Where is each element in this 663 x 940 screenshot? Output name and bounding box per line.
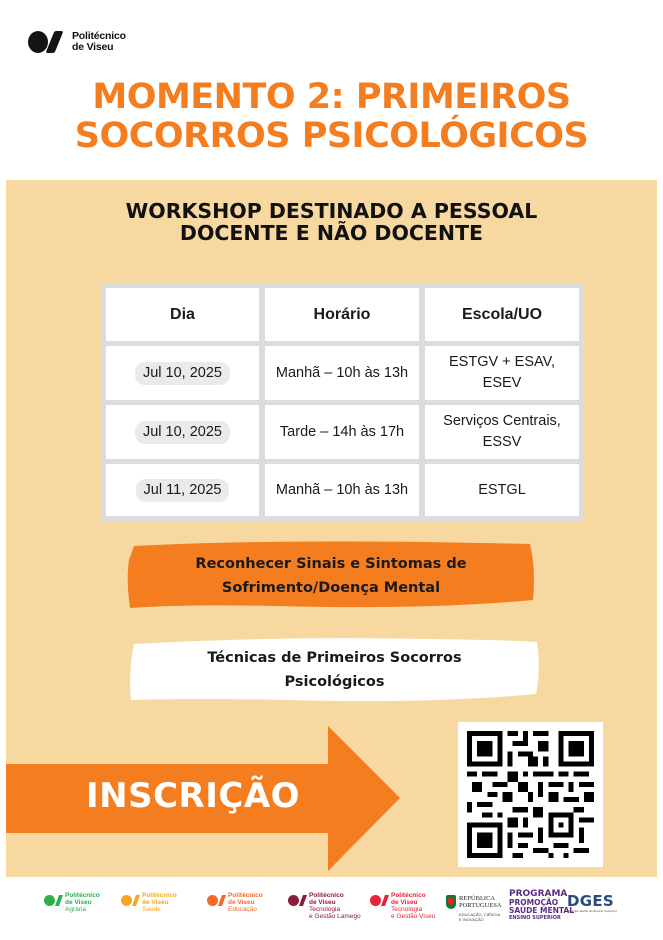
subtitle-line1: WORKSHOP DESTINADO A PESSOAL bbox=[125, 199, 538, 223]
logo-dot-icon bbox=[44, 895, 55, 906]
dges-logo bbox=[567, 893, 617, 913]
logo-tecnologia-lamego bbox=[288, 892, 361, 920]
flogo-sub: Agrária bbox=[65, 906, 86, 913]
topic-banner-white bbox=[128, 636, 541, 704]
table-row-3-time: Manhã – 10h às 13h bbox=[265, 464, 419, 516]
dges-title: DGES bbox=[567, 892, 615, 910]
logo-dot-icon bbox=[121, 895, 132, 906]
page-title bbox=[0, 78, 663, 156]
logo-line2: de Viseu bbox=[72, 41, 114, 53]
header-horario: Horário bbox=[265, 288, 419, 341]
logo-line1: Politécnico bbox=[72, 30, 126, 42]
topic-banner-orange bbox=[126, 540, 536, 611]
logo-saude bbox=[121, 892, 177, 913]
table-row-2-time: Tarde – 14h às 17h bbox=[265, 405, 419, 459]
flogo-line1: Politécnico bbox=[391, 892, 426, 899]
logo-dot-icon bbox=[370, 895, 381, 906]
table-row-3-day bbox=[106, 464, 259, 516]
school-line2: ESSV bbox=[482, 434, 522, 450]
logo-slash-icon bbox=[299, 895, 307, 906]
programa-line1: PROGRAMA bbox=[509, 889, 568, 899]
republica-line1: REPÚBLICA bbox=[459, 895, 496, 902]
programa-line4: ENSINO SUPERIOR bbox=[509, 915, 561, 921]
school-line1: ESTGV + ESAV, bbox=[449, 354, 555, 370]
table-row-2-school bbox=[425, 405, 579, 459]
table-row-1-day bbox=[106, 346, 259, 400]
school-line2: ESEV bbox=[482, 375, 522, 391]
white-banner-line2: Psicológicos bbox=[284, 674, 385, 690]
header-dia: Dia bbox=[106, 288, 259, 341]
flogo-line2: de Viseu bbox=[391, 899, 418, 906]
logo-slash-icon bbox=[55, 895, 63, 906]
flogo-sub2: e Gestão Lamego bbox=[309, 913, 361, 920]
flogo-line2: de Viseu bbox=[228, 899, 255, 906]
qr-code-icon[interactable] bbox=[467, 731, 594, 858]
flogo-sub: Tecnologia bbox=[309, 906, 341, 913]
date-chip: Jul 10, 2025 bbox=[135, 421, 230, 444]
logo-slash-icon bbox=[132, 895, 140, 906]
orange-banner-line2: Sofrimento/Doença Mental bbox=[221, 579, 441, 596]
logo-dot-icon bbox=[207, 895, 218, 906]
table-row-1-school bbox=[425, 346, 579, 400]
flogo-line1: Politécnico bbox=[65, 892, 100, 899]
logo-text bbox=[72, 31, 126, 53]
date-chip: Jul 10, 2025 bbox=[135, 362, 230, 385]
subtitle-line2: DOCENTE E NÃO DOCENTE bbox=[179, 221, 484, 245]
flogo-line2: de Viseu bbox=[142, 899, 169, 906]
flogo-sub2: e Gestão Viseu bbox=[391, 913, 436, 920]
politecnico-logo-icon bbox=[28, 30, 66, 54]
logo-slash-icon bbox=[381, 895, 389, 906]
flogo-line1: Politécnico bbox=[142, 892, 177, 899]
flogo-sub: Saúde bbox=[142, 906, 161, 913]
header-escola: Escola/UO bbox=[425, 288, 579, 341]
registration-label[interactable]: INSCRIÇÃO bbox=[86, 776, 301, 816]
logo-slash-icon bbox=[218, 895, 226, 906]
school-line1: Serviços Centrais, bbox=[443, 413, 561, 429]
flogo-sub: Educação bbox=[228, 906, 257, 913]
flogo-line1: Politécnico bbox=[228, 892, 263, 899]
republica-portuguesa-logo bbox=[446, 895, 502, 922]
workshop-subtitle bbox=[0, 200, 663, 244]
white-banner-line1: Técnicas de Primeiros Socorros bbox=[207, 650, 462, 666]
flogo-sub: Tecnologia bbox=[391, 906, 423, 913]
title-line1: MOMENTO 2: PRIMEIROS bbox=[92, 77, 571, 117]
dges-subtitle: Direção-Geral do Ensino Superior bbox=[567, 909, 618, 913]
logo-dot-icon bbox=[288, 895, 299, 906]
flogo-line1: Politécnico bbox=[309, 892, 344, 899]
logo-tecnologia-viseu bbox=[370, 892, 435, 920]
schedule-table bbox=[101, 283, 584, 521]
republica-line2: PORTUGUESA bbox=[459, 902, 502, 909]
qr-code-box[interactable] bbox=[458, 722, 603, 867]
date-chip: Jul 11, 2025 bbox=[136, 479, 230, 502]
table-row-3-school: ESTGL bbox=[425, 464, 579, 516]
programa-line3: SAÚDE MENTAL bbox=[509, 906, 575, 915]
logo-agraria bbox=[44, 892, 100, 913]
title-line2: SOCORROS PSICOLÓGICOS bbox=[74, 116, 589, 156]
republica-small2: E INOVAÇÃO bbox=[459, 917, 484, 922]
programa-saude-mental-logo bbox=[509, 890, 574, 921]
table-row-2-day bbox=[106, 405, 259, 459]
flogo-line2: de Viseu bbox=[65, 899, 92, 906]
orange-banner-line1: Reconhecer Sinais e Sintomas de bbox=[195, 555, 467, 572]
flogo-line2: de Viseu bbox=[309, 899, 336, 906]
republica-small1: EDUCAÇÃO, CIÊNCIA bbox=[459, 912, 501, 917]
programa-line2: PROMOÇÃO bbox=[509, 898, 559, 907]
politecnico-logo bbox=[28, 30, 126, 54]
shield-icon bbox=[446, 895, 456, 909]
table-row-1-time: Manhã – 10h às 13h bbox=[265, 346, 419, 400]
logo-educacao bbox=[207, 892, 263, 913]
